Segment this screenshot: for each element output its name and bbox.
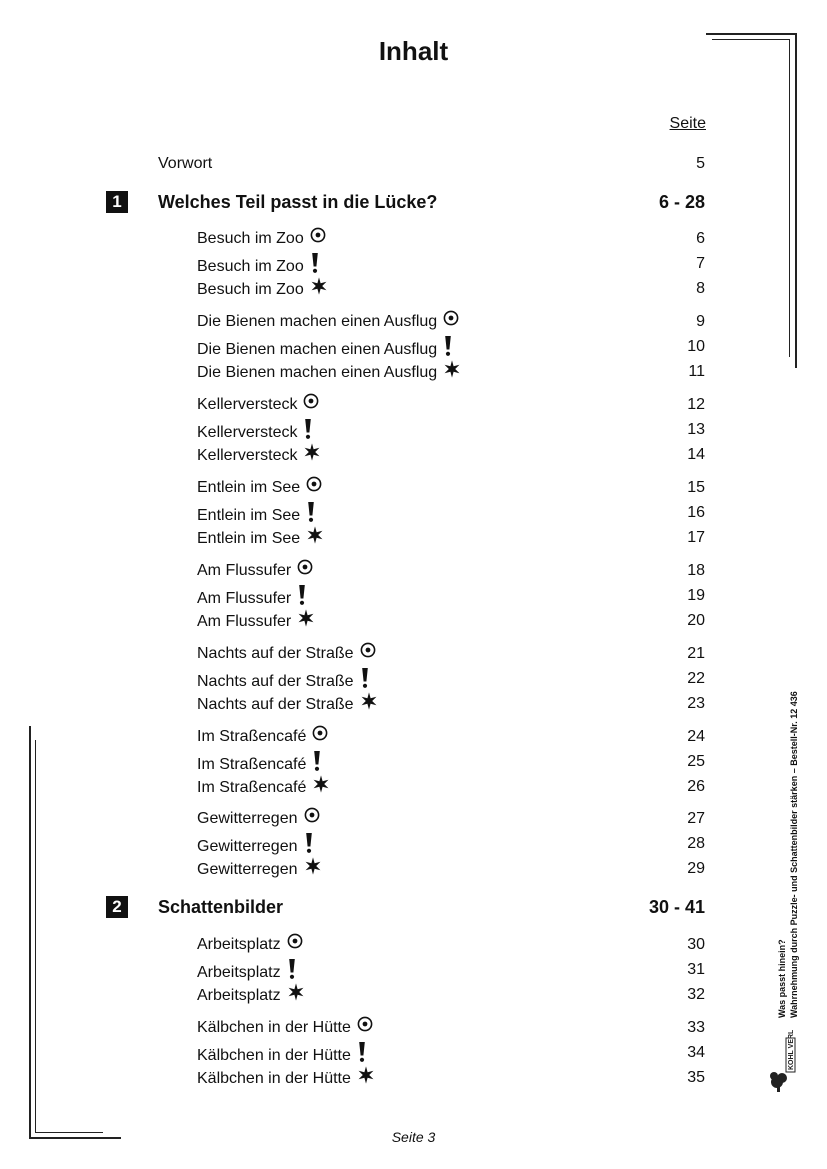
toc-entry[interactable] <box>0 418 827 442</box>
toc-entry-text: Im Straßencafé <box>197 728 307 746</box>
toc-entry-page: 24 <box>687 728 705 745</box>
toc-entry[interactable] <box>0 584 827 608</box>
star-icon <box>310 277 328 303</box>
toc-entry-label <box>197 642 376 666</box>
toc-entry-page: 7 <box>696 255 705 272</box>
star-icon <box>443 360 461 386</box>
toc-entry-page: 25 <box>687 753 705 770</box>
publisher-logo <box>768 1030 798 1094</box>
star-icon <box>304 857 322 883</box>
toc-entry[interactable] <box>0 393 827 417</box>
chapter-number-badge: 2 <box>106 896 128 918</box>
chapter-heading-1[interactable] <box>0 190 827 214</box>
chapter-title: Schattenbilder <box>158 897 284 917</box>
toc-entry[interactable] <box>0 609 827 633</box>
toc-entry-page: 27 <box>687 810 705 827</box>
toc-entry[interactable] <box>0 443 827 467</box>
toc-page: 5 <box>696 155 705 172</box>
toc-entry-page: 14 <box>687 446 705 463</box>
toc-entry[interactable] <box>0 277 827 301</box>
toc-vorwort[interactable] <box>0 152 827 176</box>
star-icon <box>287 983 305 1009</box>
toc-entry-text: Kälbchen in der Hütte <box>197 1070 351 1088</box>
toc-entry-page: 29 <box>687 860 705 877</box>
toc-entry-page: 19 <box>687 587 705 604</box>
toc-entry[interactable] <box>0 476 827 500</box>
toc-entry-label <box>197 775 330 801</box>
toc-entry-text: Kälbchen in der Hütte <box>197 1047 351 1065</box>
tree-icon <box>768 1030 798 1094</box>
target-icon <box>287 933 303 957</box>
toc-entry-text: Kellerversteck <box>197 424 298 442</box>
toc-entry-page: 9 <box>696 313 705 330</box>
toc-entry-label <box>197 559 313 583</box>
toc-entry-text: Im Straßencafé <box>197 756 307 774</box>
toc-entry-page: 15 <box>687 479 705 496</box>
toc-entry-page: 28 <box>687 835 705 852</box>
toc-entry-page: 35 <box>687 1069 705 1086</box>
frame-line <box>789 39 790 357</box>
chapter-pages: 6 - 28 <box>658 192 705 212</box>
toc-entry-page: 10 <box>687 338 705 355</box>
toc-entry-page: 30 <box>687 936 705 953</box>
toc-entry[interactable] <box>0 1066 827 1090</box>
toc-entry-label <box>197 526 324 552</box>
toc-entry-text: Arbeitsplatz <box>197 936 281 954</box>
toc-entry-text: Entlein im See <box>197 479 301 497</box>
side-series-title: Was passt hinein? <box>777 939 787 1018</box>
toc-entry-label <box>197 227 326 251</box>
toc-entry-label <box>197 1016 373 1040</box>
toc-entry[interactable] <box>0 310 827 334</box>
toc-entry[interactable] <box>0 252 827 276</box>
toc-entry-label <box>197 1066 375 1092</box>
toc-entry-text: Kälbchen in der Hütte <box>197 1019 351 1037</box>
toc-entry[interactable] <box>0 832 827 856</box>
toc-entry-page: 11 <box>688 363 705 380</box>
toc-entry-page: 16 <box>687 504 705 521</box>
toc-entry-text: Nachts auf der Straße <box>197 696 354 714</box>
toc-entry-page: 18 <box>687 562 705 579</box>
toc-entry-text: Kellerversteck <box>197 396 298 414</box>
target-icon <box>306 476 322 500</box>
frame-line <box>795 33 797 368</box>
toc-entry-page: 21 <box>687 645 705 662</box>
toc-entry[interactable] <box>0 501 827 525</box>
target-icon <box>357 1016 373 1040</box>
toc-entry-label <box>197 725 328 749</box>
toc-entry-text: Die Bienen machen einen Ausflug <box>197 313 438 331</box>
toc-entry-label <box>197 277 328 303</box>
chapter-pages: 30 - 41 <box>648 897 705 917</box>
toc-entry-label <box>197 443 321 469</box>
star-icon <box>303 443 321 469</box>
toc-entry-page: 32 <box>687 986 705 1003</box>
toc-entry-page: 20 <box>687 612 705 629</box>
chapter-number-badge: 1 <box>106 191 128 213</box>
toc-entry[interactable] <box>0 983 827 1007</box>
toc-entry-label <box>197 609 315 635</box>
toc-entry-text: Besuch im Zoo <box>197 281 304 299</box>
chapter-title: Welches Teil passt in die Lücke? <box>158 192 438 212</box>
toc-entry[interactable] <box>0 360 827 384</box>
frame-line <box>29 726 31 1139</box>
toc-entry[interactable] <box>0 1041 827 1065</box>
toc-entry-text: Nachts auf der Straße <box>197 673 354 691</box>
toc-entry[interactable] <box>0 526 827 550</box>
target-icon <box>312 725 328 749</box>
toc-entry-page: 13 <box>687 421 705 438</box>
toc-entry-text: Besuch im Zoo <box>197 230 304 248</box>
toc-entry-text: Die Bienen machen einen Ausflug <box>197 364 438 382</box>
star-icon <box>357 1066 375 1092</box>
toc-entry-text: Entlein im See <box>197 507 301 525</box>
page-footer: Seite 3 <box>391 1129 436 1145</box>
toc-entry-text: Nachts auf der Straße <box>197 645 354 663</box>
toc-entry-text: Am Flussufer <box>197 590 292 608</box>
target-icon <box>310 227 326 251</box>
toc-entry-text: Kellerversteck <box>197 447 298 465</box>
toc-entry-label <box>197 857 322 883</box>
toc-entry-label <box>197 692 378 718</box>
toc-entry-text: Gewitterregen <box>197 838 298 856</box>
toc-entry-page: 33 <box>687 1019 705 1036</box>
toc-entry[interactable] <box>0 750 827 774</box>
toc-entry[interactable] <box>0 227 827 251</box>
target-icon <box>304 807 320 831</box>
toc-entry-page: 31 <box>687 961 705 978</box>
toc-entry-text: Die Bienen machen einen Ausflug <box>197 341 438 359</box>
toc-entry-text: Entlein im See <box>197 530 301 548</box>
frame-line <box>706 33 796 35</box>
toc-label: Vorwort <box>158 155 213 172</box>
toc-entry[interactable] <box>0 857 827 881</box>
side-order-info: Wahrnehmung durch Puzzle- und Schattenbilder stärken – Bestell-Nr. 12 436 <box>789 691 799 1018</box>
toc-entry-label <box>197 983 305 1009</box>
toc-entry-page: 22 <box>687 670 705 687</box>
toc-entry[interactable] <box>0 1016 827 1040</box>
toc-entry[interactable] <box>0 725 827 749</box>
toc-entry[interactable] <box>0 807 827 831</box>
toc-entry-page: 8 <box>696 280 705 297</box>
target-icon <box>297 559 313 583</box>
star-icon <box>312 775 330 801</box>
toc-entry-page: 6 <box>696 230 705 247</box>
target-icon <box>303 393 319 417</box>
toc-entry[interactable] <box>0 642 827 666</box>
toc-entry-text: Gewitterregen <box>197 810 298 828</box>
toc-entry-page: 34 <box>687 1044 705 1061</box>
toc-entry[interactable] <box>0 667 827 691</box>
toc-entry[interactable] <box>0 335 827 359</box>
toc-entry[interactable] <box>0 775 827 799</box>
chapter-heading-2[interactable] <box>0 895 827 919</box>
toc-entry-page: 12 <box>687 396 705 413</box>
toc-entry-page: 26 <box>687 778 705 795</box>
toc-entry-text: Arbeitsplatz <box>197 964 281 982</box>
toc-entry-label <box>197 933 303 957</box>
star-icon <box>360 692 378 718</box>
toc-entry-text: Besuch im Zoo <box>197 258 304 276</box>
toc-entry-page: 23 <box>687 695 705 712</box>
toc-entry-text: Gewitterregen <box>197 861 298 879</box>
target-icon <box>443 310 459 334</box>
toc-entry-label <box>197 310 459 334</box>
toc-entry-label <box>197 393 319 417</box>
toc-entry-label <box>197 476 322 500</box>
toc-entry[interactable] <box>0 559 827 583</box>
toc-entry[interactable] <box>0 958 827 982</box>
toc-entry-page: 17 <box>687 529 705 546</box>
page-title: Inhalt <box>378 36 449 66</box>
toc-entry-text: Arbeitsplatz <box>197 987 281 1005</box>
frame-line <box>35 740 36 1133</box>
star-icon <box>306 526 324 552</box>
toc-entry-text: Im Straßencafé <box>197 779 307 797</box>
toc-entry-label <box>197 807 320 831</box>
toc-entry[interactable] <box>0 933 827 957</box>
star-icon <box>297 609 315 635</box>
toc-entry-text: Am Flussufer <box>197 613 292 631</box>
page-column-header: Seite <box>669 115 706 132</box>
frame-line <box>712 39 790 40</box>
toc-entry-text: Am Flussufer <box>197 562 292 580</box>
publisher-name: KOHL VERLAG <box>788 1030 795 1070</box>
target-icon <box>360 642 376 666</box>
toc-entry[interactable] <box>0 692 827 716</box>
toc-entry-label <box>197 360 461 386</box>
